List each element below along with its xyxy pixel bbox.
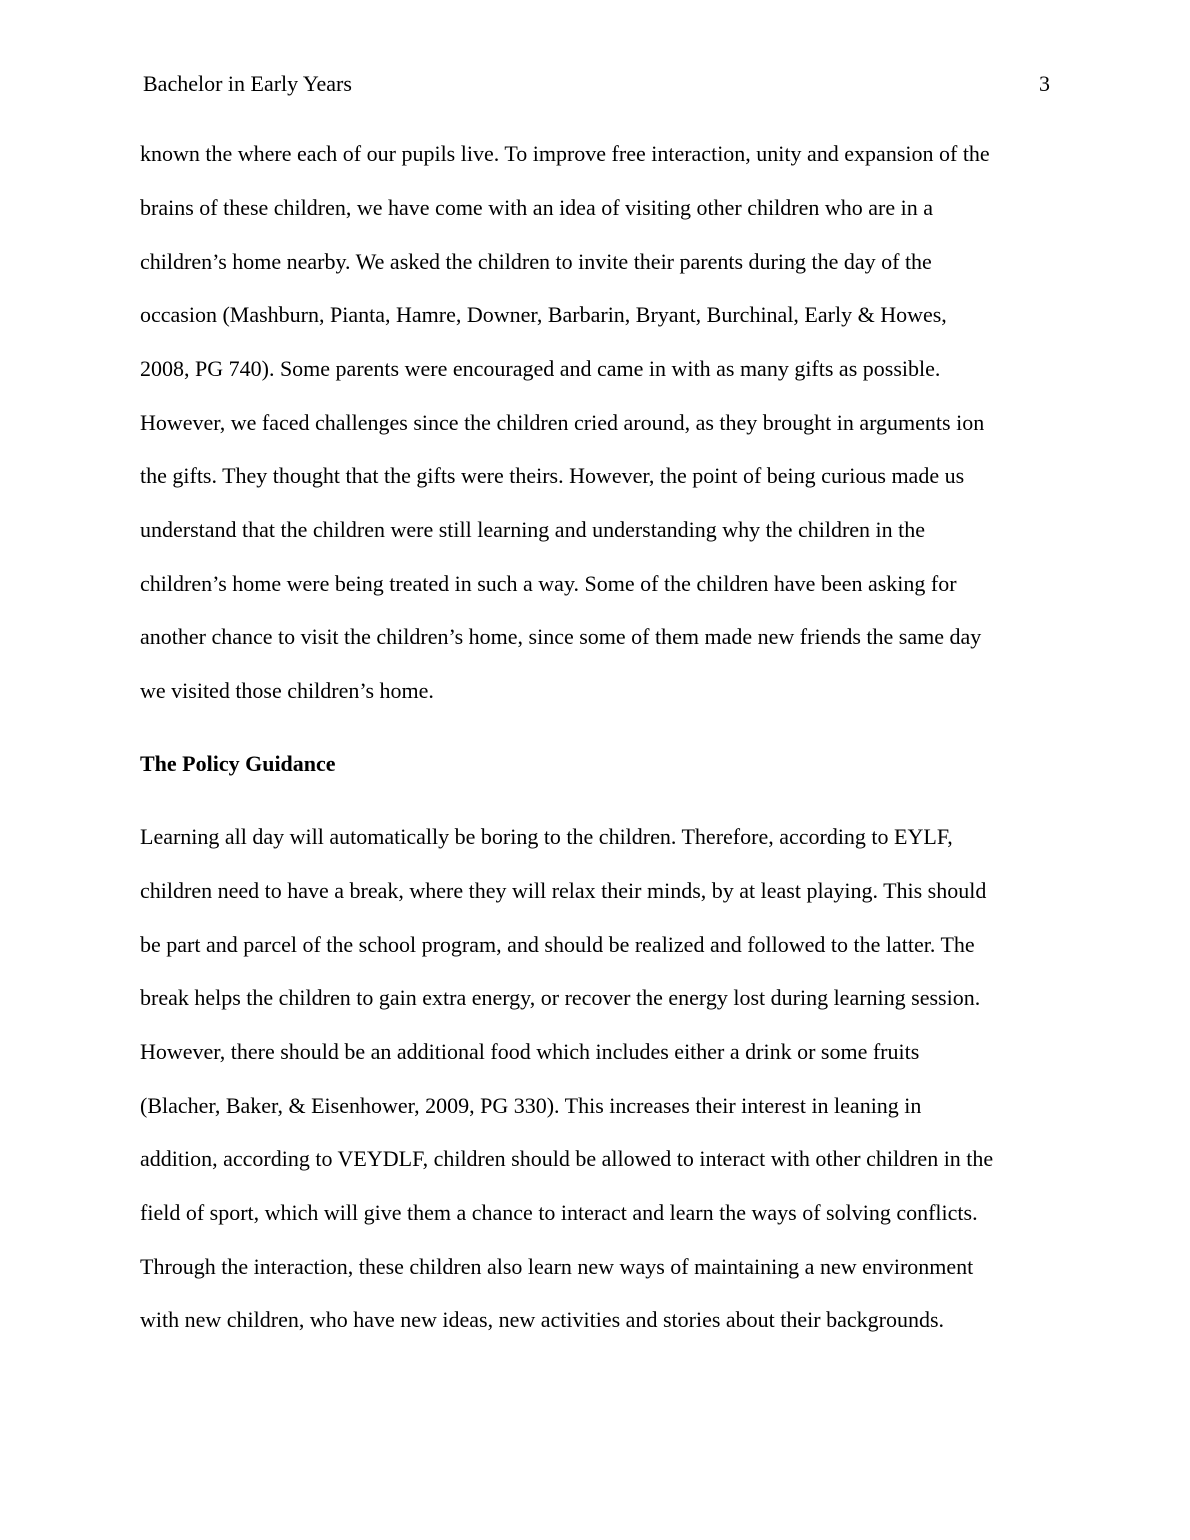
paragraph-line: another chance to visit the children’s home, since some of them made new friends the same day xyxy=(140,624,982,649)
paragraph-line: 2008, PG 740). Some parents were encouraged and came in with as many gifts as possible. xyxy=(140,356,941,381)
paragraph-line: the gifts. They thought that the gifts were theirs. However, the point of being curious made us xyxy=(140,463,965,488)
paragraph-line: children need to have a break, where they will relax their minds, by at least playing. This should xyxy=(140,878,987,903)
section-heading: The Policy Guidance xyxy=(140,751,336,776)
paragraph-line: known the where each of our pupils live. To improve free interaction, unity and expansion of the xyxy=(140,141,990,166)
paragraph-line: be part and parcel of the school program, and should be realized and followed to the latter. The xyxy=(140,932,975,957)
paragraph-line: break helps the children to gain extra energy, or recover the energy lost during learning session. xyxy=(140,985,981,1010)
paragraph-line: we visited those children’s home. xyxy=(140,678,434,703)
paragraph-line: with new children, who have new ideas, new activities and stories about their backgrounds. xyxy=(140,1307,944,1332)
paragraph-line: (Blacher, Baker, & Eisenhower, 2009, PG 330). This increases their interest in leaning in xyxy=(140,1093,922,1118)
paragraph-line: brains of these children, we have come with an idea of visiting other children who are in a xyxy=(140,195,933,220)
paragraph-line: field of sport, which will give them a chance to interact and learn the ways of solving conflicts. xyxy=(140,1200,978,1225)
paragraph-line: Learning all day will automatically be boring to the children. Therefore, according to EYLF, xyxy=(140,824,953,849)
paragraph-line: Through the interaction, these children also learn new ways of maintaining a new environment xyxy=(140,1254,974,1279)
paragraph-line: occasion (Mashburn, Pianta, Hamre, Downer, Barbarin, Bryant, Burchinal, Early & Howes, xyxy=(140,302,947,327)
paragraph-line: children’s home were being treated in such a way. Some of the children have been asking for xyxy=(140,571,957,596)
paragraph-line: children’s home nearby. We asked the children to invite their parents during the day of the xyxy=(140,249,932,274)
paragraph-line: However, there should be an additional food which includes either a drink or some fruits xyxy=(140,1039,920,1064)
paragraph-line: understand that the children were still learning and understanding why the children in the xyxy=(140,517,926,542)
running-head: Bachelor in Early Years xyxy=(143,71,352,96)
paragraph-line: However, we faced challenges since the children cried around, as they brought in arguments ion xyxy=(140,410,985,435)
paragraph-line: addition, according to VEYDLF, children should be allowed to interact with other children in the xyxy=(140,1146,994,1171)
page-number: 3 xyxy=(1039,71,1050,96)
